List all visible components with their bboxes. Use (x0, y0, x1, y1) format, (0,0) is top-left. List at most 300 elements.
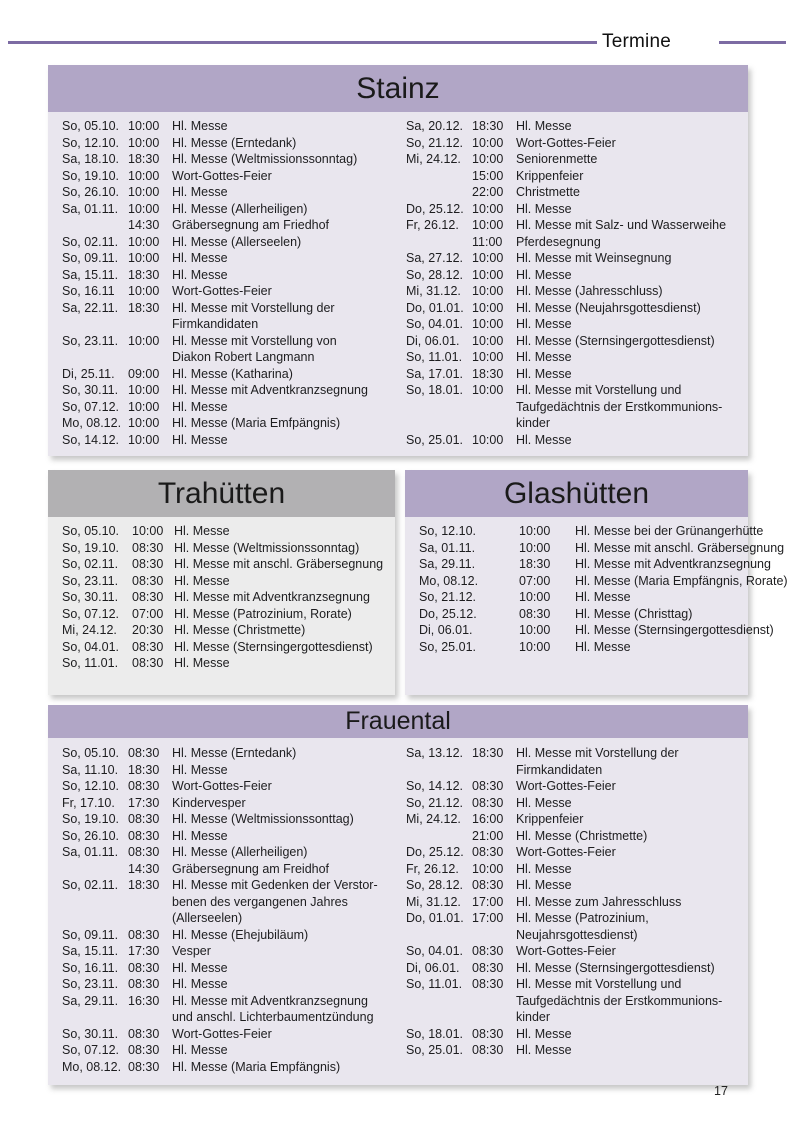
schedule-entry (406, 250, 742, 267)
entry-description-line: Hl. Messe mit anschl. Gräbersegnung (575, 540, 785, 555)
entry-time: 08:30 (472, 795, 504, 810)
entry-time: 08:30 (132, 540, 164, 555)
entry-time: 18:30 (128, 762, 160, 777)
schedule-entry (406, 366, 742, 383)
schedule-entry (406, 1042, 742, 1059)
entry-date (62, 217, 128, 234)
entry-description-line: Hl. Messe (172, 1043, 228, 1057)
entry-description (575, 556, 771, 573)
entry-time: 10:00 (128, 416, 160, 430)
entry-description (172, 135, 402, 152)
entry-time: 08:30 (132, 573, 164, 588)
entry-time: 10:00 (472, 201, 504, 216)
schedule-entry (406, 976, 742, 1026)
schedule-entry (406, 745, 742, 778)
entry-description-line: Hl. Messe (Patrozinium, (516, 911, 649, 925)
schedule-entry (62, 300, 402, 333)
section-frauental-body (48, 738, 748, 1085)
entry-description (174, 589, 389, 606)
entry-description (516, 217, 742, 234)
entry-date: Fr, 26.12. (406, 861, 459, 876)
section-frauental-header (48, 705, 748, 738)
entry-description-line: Hl. Messe (Christmette) (174, 623, 306, 637)
header-rule-left (8, 41, 597, 44)
entry-time: 17:00 (472, 894, 504, 909)
entry-description-line: Gräbersegnung am Friedhof (172, 218, 330, 232)
entry-description-line: Hl. Messe (174, 656, 230, 670)
schedule-entry (62, 606, 389, 623)
entry-date: So, 11.01. (406, 350, 463, 364)
schedule-entry (62, 877, 402, 927)
section-glashuetten-body (405, 517, 788, 695)
entry-description-line: Hl. Messe (516, 119, 572, 133)
section-trahuetten-body (48, 517, 395, 695)
entry-date: Do, 01.01. (406, 911, 464, 925)
entry-time: 08:30 (472, 878, 504, 892)
entry-date: Do, 25.12. (406, 845, 464, 859)
schedule-entry (406, 778, 742, 795)
entry-time: 10:00 (472, 350, 504, 364)
entry-date: Di, 06.01. (406, 960, 460, 975)
entry-description-line: und anschl. Lichterbaumentzündung (172, 1010, 374, 1024)
entry-date: So, 11.01. (406, 977, 463, 991)
entry-description-line: Hl. Messe (172, 267, 228, 282)
entry-date: So, 11.01. (62, 656, 119, 670)
schedule-entry (62, 589, 389, 606)
entry-description-line: Hl. Messe mit Gedenken der Verstor- (172, 878, 378, 892)
entry-description-line: Hl. Messe (Ehejubiläum) (172, 927, 309, 942)
entry-date: So, 07.12. (62, 1043, 119, 1057)
schedule-entry (406, 184, 742, 201)
page-number: 17 (714, 1084, 728, 1098)
entry-description-line: Hl. Messe mit Salz- und Wasserweihe (516, 218, 727, 232)
entry-description (172, 927, 402, 944)
entry-date: So, 23.11. (62, 977, 119, 991)
entry-description (172, 960, 402, 977)
entry-time: 10:00 (472, 251, 504, 265)
entry-description-line: Hl. Messe (Allerseelen) (172, 234, 302, 249)
entry-description (172, 745, 402, 762)
entry-description-line: Hl. Messe (Maria Empfängnis) (172, 1059, 341, 1074)
entry-description (172, 184, 402, 201)
entry-description (172, 300, 402, 333)
entry-date: So, 04.01. (406, 317, 463, 331)
entry-time: 10:00 (128, 284, 160, 298)
entry-date: Sa, 22.11. (62, 300, 119, 315)
entry-date: So, 23.11. (62, 573, 119, 588)
entry-date: Mi, 31.12. (406, 894, 461, 909)
entry-date: So, 12.10. (62, 779, 119, 793)
entry-description (516, 1026, 742, 1043)
entry-time: 17:00 (472, 911, 504, 925)
entry-time: 18:30 (128, 152, 160, 166)
entry-date: Sa, 17.01. (406, 366, 463, 381)
entry-date (406, 184, 472, 201)
entry-description (575, 523, 763, 540)
entry-date: So, 09.11. (62, 927, 119, 942)
entry-description (516, 778, 742, 795)
entry-description-line: Wort-Gottes-Feier (172, 779, 272, 793)
entry-time: 10:00 (519, 623, 551, 637)
entry-description (172, 333, 402, 366)
entry-date: Sa, 27.12. (406, 251, 463, 265)
entry-description-line: Kindervesper (172, 795, 246, 810)
entry-time: 10:00 (128, 201, 160, 216)
schedule-entry (406, 811, 742, 828)
entry-description (172, 993, 402, 1026)
schedule-entry (62, 118, 402, 135)
entry-date: So, 07.12. (62, 399, 119, 414)
entry-date: So, 02.11. (62, 234, 119, 249)
entry-time: 08:30 (519, 606, 551, 621)
schedule-entry (406, 300, 742, 317)
entry-date (62, 861, 128, 878)
entry-description (172, 382, 402, 399)
entry-time: 10:00 (472, 300, 504, 315)
schedule-entry (406, 943, 742, 960)
schedule-entry (62, 927, 402, 944)
entry-description (516, 168, 742, 185)
schedule-entry (62, 234, 402, 251)
entry-description-line: Hl. Messe (172, 977, 228, 991)
entry-description-line: Hl. Messe (516, 861, 572, 876)
entry-time: 22:00 (472, 185, 504, 199)
entry-description-line: Hl. Messe (Christtag) (575, 606, 693, 621)
entry-date: So, 19.10. (62, 812, 119, 826)
entry-description (516, 135, 742, 152)
entry-date: So, 16.11 (62, 284, 115, 298)
schedule-entry (62, 1059, 402, 1076)
entry-date: So, 25.01. (406, 1043, 463, 1057)
schedule-entry (62, 382, 402, 399)
schedule-entry (406, 1026, 742, 1043)
entry-description-line: Hl. Messe (174, 524, 230, 538)
entry-description-line: Hl. Messe (Allerheiligen) (172, 845, 308, 859)
entry-description (516, 861, 742, 878)
entry-time: 14:30 (128, 218, 160, 232)
schedule-entry (62, 828, 402, 845)
schedule-column (402, 745, 742, 1085)
entry-date: So, 26.10. (62, 185, 119, 199)
entry-description (575, 606, 742, 623)
entry-time: 08:30 (132, 656, 164, 670)
entry-description (516, 910, 742, 943)
schedule-entry (406, 201, 742, 218)
entry-date: So, 21.12. (419, 590, 476, 604)
entry-time: 10:00 (472, 861, 504, 876)
entry-description-line: Hl. Messe (Maria Emfpängnis) (172, 416, 341, 430)
entry-description-line: Hl. Messe (Christmette) (516, 828, 648, 843)
entry-description (172, 399, 402, 416)
entry-date: So, 18.01. (406, 383, 463, 397)
schedule-entry (62, 655, 389, 672)
entry-description-line: Hl. Messe mit Adventkranzsegnung (172, 993, 368, 1008)
schedule-entry (419, 540, 785, 557)
schedule-entry (62, 135, 402, 152)
entry-description-line: Hl. Messe (Weltmissionssonntag) (172, 152, 358, 166)
entry-description (172, 366, 402, 383)
entry-description (172, 795, 402, 812)
schedule-entry (406, 828, 742, 845)
entry-description (516, 118, 742, 135)
schedule-entry (62, 1042, 402, 1059)
entry-time: 10:00 (472, 383, 504, 397)
schedule-entry (406, 283, 742, 300)
entry-date: Fr, 26.12. (406, 218, 459, 232)
entry-description-line: Diakon Robert Langmann (172, 350, 315, 364)
entry-description-line: Hl. Messe (516, 795, 572, 810)
entry-description-line: Firmkandidaten (516, 762, 603, 777)
entry-time: 10:00 (128, 234, 160, 249)
entry-time: 08:30 (472, 845, 504, 859)
entry-date (406, 168, 472, 185)
entry-time: 07:00 (132, 606, 164, 621)
entry-description (575, 639, 742, 656)
schedule-entry (62, 399, 402, 416)
entry-description-line: Hl. Messe mit anschl. Gräbersegnung (174, 557, 384, 571)
entry-description-line: (Allerseelen) (172, 911, 243, 925)
entry-time: 08:30 (128, 977, 160, 991)
schedule-entry (62, 168, 402, 185)
entry-description-line: Hl. Messe (516, 878, 572, 892)
entry-description (516, 349, 742, 366)
schedule-entry (62, 151, 402, 168)
entry-description (172, 201, 402, 218)
entry-description (516, 316, 742, 333)
entry-description (516, 234, 742, 251)
entry-description-line: Wort-Gottes-Feier (516, 944, 616, 958)
schedule-entry (62, 861, 402, 878)
entry-description (174, 556, 389, 573)
entry-date: So, 14.12. (62, 432, 119, 447)
entry-time: 07:00 (519, 573, 551, 588)
entry-time: 18:30 (128, 878, 160, 892)
entry-time: 09:00 (128, 366, 160, 381)
entry-date: Sa, 20.12. (406, 119, 463, 133)
schedule-column (62, 523, 389, 672)
entry-time: 10:00 (128, 383, 160, 397)
entry-date: Mo, 08.12. (62, 416, 122, 430)
schedule-entry (419, 523, 764, 540)
entry-time: 08:30 (472, 1026, 504, 1041)
entry-date: Mo, 08.12. (62, 1059, 122, 1074)
schedule-entry (62, 795, 402, 812)
schedule-entry (406, 217, 742, 234)
entry-time: 08:30 (128, 828, 160, 843)
section-title: Stainz (356, 71, 440, 105)
schedule-entry (419, 573, 788, 590)
entry-time: 10:00 (472, 218, 504, 232)
entry-description-line: Hl. Messe (Erntedank) (172, 746, 297, 760)
schedule-entry (406, 234, 742, 251)
entry-description-line: Hl. Messe mit Vorstellung und (516, 383, 682, 397)
entry-description-line: Hl. Messe mit Adventkranzsegnung (174, 590, 370, 604)
entry-description-line: Hl. Messe mit Vorstellung der (172, 300, 335, 315)
section-title: Trahütten (157, 476, 286, 510)
entry-time: 10:00 (519, 639, 551, 654)
entry-time: 11:00 (472, 234, 503, 249)
entry-date: Sa, 01.11. (62, 201, 119, 216)
entry-time: 10:00 (132, 524, 164, 538)
entry-time: 10:00 (472, 267, 504, 282)
schedule-entry (62, 844, 402, 861)
entry-time: 10:00 (472, 432, 504, 447)
entry-description (172, 234, 402, 251)
entry-description-line: Hl. Messe mit Vorstellung der (516, 746, 679, 760)
entry-time: 08:30 (128, 746, 160, 760)
entry-date: Sa, 29.11. (62, 993, 119, 1008)
entry-date: So, 19.10. (62, 540, 119, 555)
entry-time: 08:30 (472, 944, 504, 958)
entry-time: 08:30 (128, 779, 160, 793)
entry-time: 08:30 (472, 960, 504, 975)
entry-description (516, 1042, 742, 1059)
entry-date: Sa, 15.11. (62, 944, 119, 958)
entry-description-line: benen des vergangenen Jahres (172, 894, 348, 909)
entry-time: 10:00 (128, 135, 160, 150)
schedule-entry (406, 432, 742, 449)
entry-description (516, 828, 742, 845)
entry-description (172, 250, 402, 267)
schedule-entry (62, 201, 402, 218)
entry-description (172, 1026, 402, 1043)
entry-description-line: Hl. Messe (516, 1043, 572, 1057)
schedule-column (402, 118, 742, 456)
entry-time: 10:00 (519, 590, 551, 604)
schedule-column (419, 523, 788, 655)
entry-time: 18:30 (472, 366, 504, 381)
entry-description (172, 811, 402, 828)
entry-date: So, 14.12. (406, 779, 463, 793)
entry-time: 10:00 (128, 251, 160, 265)
entry-time: 18:30 (128, 267, 160, 282)
schedule-entry (406, 910, 742, 943)
entry-description (516, 333, 742, 350)
entry-date: Do, 25.12. (406, 201, 464, 216)
schedule-entry (62, 333, 402, 366)
schedule-entry (419, 606, 742, 623)
schedule-entry (62, 432, 402, 449)
entry-time: 08:30 (132, 557, 164, 571)
entry-date: So, 04.01. (62, 639, 119, 654)
section-trahuetten (48, 470, 395, 695)
entry-description-line: Hl. Messe (172, 399, 228, 414)
schedule-entry (62, 762, 402, 779)
entry-description (174, 523, 389, 540)
entry-description-line: Hl. Messe (Sternsingergottesdienst) (575, 623, 774, 637)
entry-description (174, 573, 389, 590)
entry-description (575, 573, 788, 590)
entry-date: Sa, 18.10. (62, 152, 119, 166)
schedule-entry (406, 168, 742, 185)
entry-description-line: Wort-Gottes-Feier (172, 284, 272, 298)
schedule-entry (62, 745, 402, 762)
entry-date: Di, 06.01. (406, 333, 460, 348)
schedule-entry (419, 622, 774, 639)
entry-date: Do, 01.01. (406, 300, 464, 315)
entry-date: So, 12.10. (419, 524, 476, 538)
entry-description (172, 877, 402, 927)
schedule-entry (419, 639, 742, 656)
entry-description-line: Taufgedächtnis der Erstkommunions- (516, 399, 723, 414)
entry-description-line: Hl. Messe (Katharina) (172, 366, 293, 381)
entry-date: Mi, 24.12. (62, 623, 117, 637)
entry-description-line: Hl. Messe (Maria Empfängnis, Rorate) (575, 573, 788, 588)
entry-description-line: Hl. Messe mit Adventkranzsegnung (172, 383, 368, 397)
schedule-entry (62, 556, 389, 573)
entry-date: So, 07.12. (62, 606, 119, 621)
entry-description (516, 366, 742, 383)
entry-date: Sa, 11.10. (62, 762, 119, 777)
entry-date: So, 02.11. (62, 878, 119, 892)
schedule-entry (406, 844, 742, 861)
entry-description-line: Hl. Messe (172, 960, 228, 975)
entry-date: Di, 25.11. (62, 366, 115, 381)
schedule-entry (62, 639, 389, 656)
entry-time: 08:30 (132, 590, 164, 604)
entry-time: 18:30 (519, 557, 551, 571)
entry-time: 08:30 (472, 779, 504, 793)
entry-description-line: Wort-Gottes-Feier (172, 168, 272, 183)
entry-time: 08:30 (128, 1043, 160, 1057)
schedule-column (62, 745, 402, 1085)
entry-description-line: Hl. Messe (Jahresschluss) (516, 284, 663, 298)
schedule-entry (406, 349, 742, 366)
entry-time: 08:30 (128, 927, 160, 942)
entry-description (172, 432, 402, 449)
schedule-entry (62, 1026, 402, 1043)
section-trahuetten-header (48, 470, 395, 517)
entry-description-line: Hl. Messe (516, 350, 572, 364)
entry-description-line: Hl. Messe (172, 185, 228, 199)
entry-description-line: Hl. Messe zum Jahresschluss (516, 894, 682, 909)
entry-description-line: Hl. Messe (516, 366, 572, 381)
entry-description (172, 151, 402, 168)
entry-description-line: Hl. Messe (Patrozinium, Rorate) (174, 606, 352, 621)
schedule-entry (419, 589, 742, 606)
entry-time: 16:30 (128, 993, 160, 1008)
entry-description (172, 1059, 402, 1076)
entry-time: 10:00 (472, 135, 504, 150)
entry-time: 18:30 (472, 746, 504, 760)
schedule-entry (62, 622, 389, 639)
entry-description (516, 795, 742, 812)
schedule-entry (406, 795, 742, 812)
entry-description (172, 118, 402, 135)
entry-description (172, 861, 402, 878)
entry-time: 18:30 (472, 119, 504, 133)
entry-time: 17:30 (128, 795, 160, 810)
entry-time: 10:00 (128, 168, 160, 183)
section-stainz (48, 65, 748, 456)
entry-date: So, 30.11. (62, 1026, 119, 1041)
entry-time: 08:30 (128, 960, 160, 975)
entry-description (172, 844, 402, 861)
schedule-entry (62, 217, 402, 234)
entry-description (516, 300, 742, 317)
entry-description-line: Hl. Messe (575, 590, 631, 604)
entry-time: 10:00 (472, 152, 504, 166)
entry-description (172, 415, 402, 432)
section-title: Glashütten (503, 476, 650, 510)
section-stainz-header (48, 65, 748, 112)
entry-description-line: Hl. Messe (516, 1026, 572, 1041)
entry-description-line: Seniorenmette (516, 152, 598, 166)
entry-description (174, 540, 389, 557)
entry-description (575, 589, 742, 606)
schedule-entry (406, 316, 742, 333)
entry-description (172, 778, 402, 795)
